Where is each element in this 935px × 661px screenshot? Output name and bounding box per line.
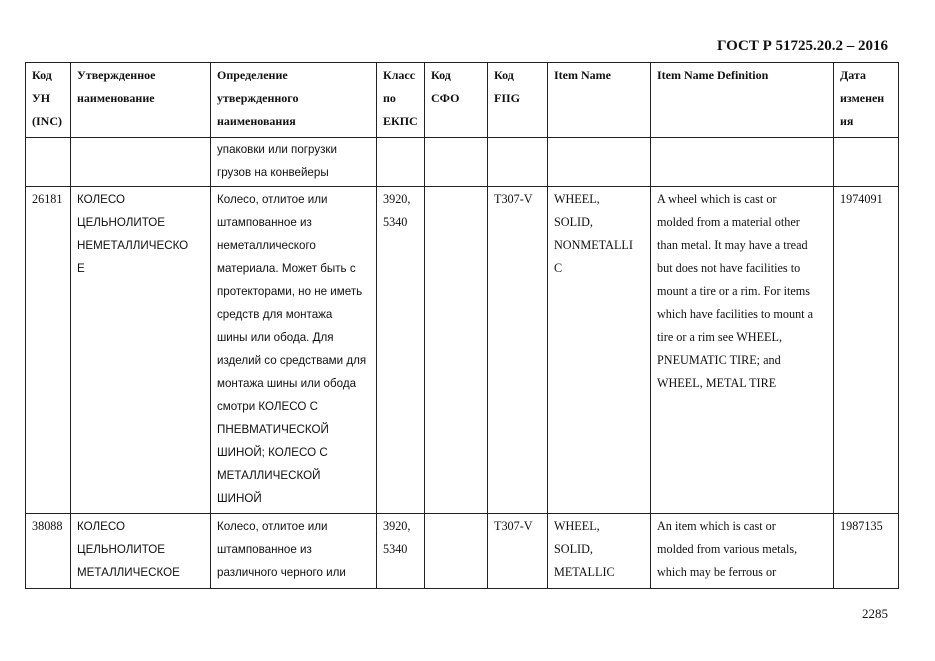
cell-definition: упаковки или погрузки грузов на конвейеры (211, 138, 377, 187)
page-number: 2285 (862, 606, 888, 621)
table-row (26, 187, 899, 514)
cell-code: 38088 (26, 514, 71, 589)
header-approved-name: Утвержденное наименование (71, 63, 211, 138)
cell-fiig: T307-V (488, 187, 548, 514)
header-row (26, 63, 899, 138)
header-item-name: Item Name (548, 63, 651, 138)
cell-item-name: WHEEL, SOLID, NONMETALLI C (548, 187, 651, 514)
table-row (26, 514, 899, 589)
cell-item-definition: A wheel which is cast or molded from a material other than metal. It may have a tread but does not have facilities to mount a tire or a rim. For items which have facilities to mount a tire or a rim see WHEEL, PNEUMATIC TIRE; and WHEEL, METAL TIRE (651, 187, 834, 514)
cell-fiig (488, 138, 548, 187)
cell-date: 1987135 (834, 514, 899, 589)
cell-class (377, 138, 425, 187)
cell-name (71, 138, 211, 187)
cell-item-name: WHEEL, SOLID, METALLIC (548, 514, 651, 589)
header-code-fiig: Код FIIG (488, 63, 548, 138)
cell-name: КОЛЕСО ЦЕЛЬНОЛИТОЕ МЕТАЛЛИЧЕСКОЕ (71, 514, 211, 589)
cell-date: 1974091 (834, 187, 899, 514)
header-code-sfo: Код СФО (425, 63, 488, 138)
cell-definition: Колесо, отлитое или штампованное из неметаллического материала. Может быть с протекторами, но не иметь средств для монтажа шины или обода. Для изделий со средствами для монтажа шины или обода смотри КОЛЕСО С ПНЕВМАТИЧЕСКОЙ ШИНОЙ; КОЛЕСО С МЕТАЛЛИЧЕСКОЙ ШИНОЙ (211, 187, 377, 514)
table-row-continuation (26, 138, 899, 187)
header-definition: Определение утвержденного наименования (211, 63, 377, 138)
document-standard-header: ГОСТ Р 51725.20.2 – 2016 (716, 38, 888, 54)
cell-class: 3920, 5340 (377, 187, 425, 514)
cell-item-definition (651, 138, 834, 187)
cell-sfo (425, 514, 488, 589)
header-item-name-definition: Item Name Definition (651, 63, 834, 138)
cell-item-definition: An item which is cast or molded from various metals, which may be ferrous or (651, 514, 834, 589)
cell-code (26, 138, 71, 187)
header-class-ekps: Класс по ЕКПС (377, 63, 425, 138)
cell-name: КОЛЕСО ЦЕЛЬНОЛИТОЕ НЕМЕТАЛЛИЧЕСКО Е (71, 187, 211, 514)
cell-class: 3920, 5340 (377, 514, 425, 589)
header-change-date: Дата изменен ия (834, 63, 899, 138)
cell-date (834, 138, 899, 187)
cell-fiig: T307-V (488, 514, 548, 589)
cell-code: 26181 (26, 187, 71, 514)
cell-sfo (425, 138, 488, 187)
header-code-inc: Код УН (INC) (26, 63, 71, 138)
cell-item-name (548, 138, 651, 187)
cell-sfo (425, 187, 488, 514)
catalog-table (25, 62, 899, 589)
cell-definition: Колесо, отлитое или штампованное из различного черного или (211, 514, 377, 589)
